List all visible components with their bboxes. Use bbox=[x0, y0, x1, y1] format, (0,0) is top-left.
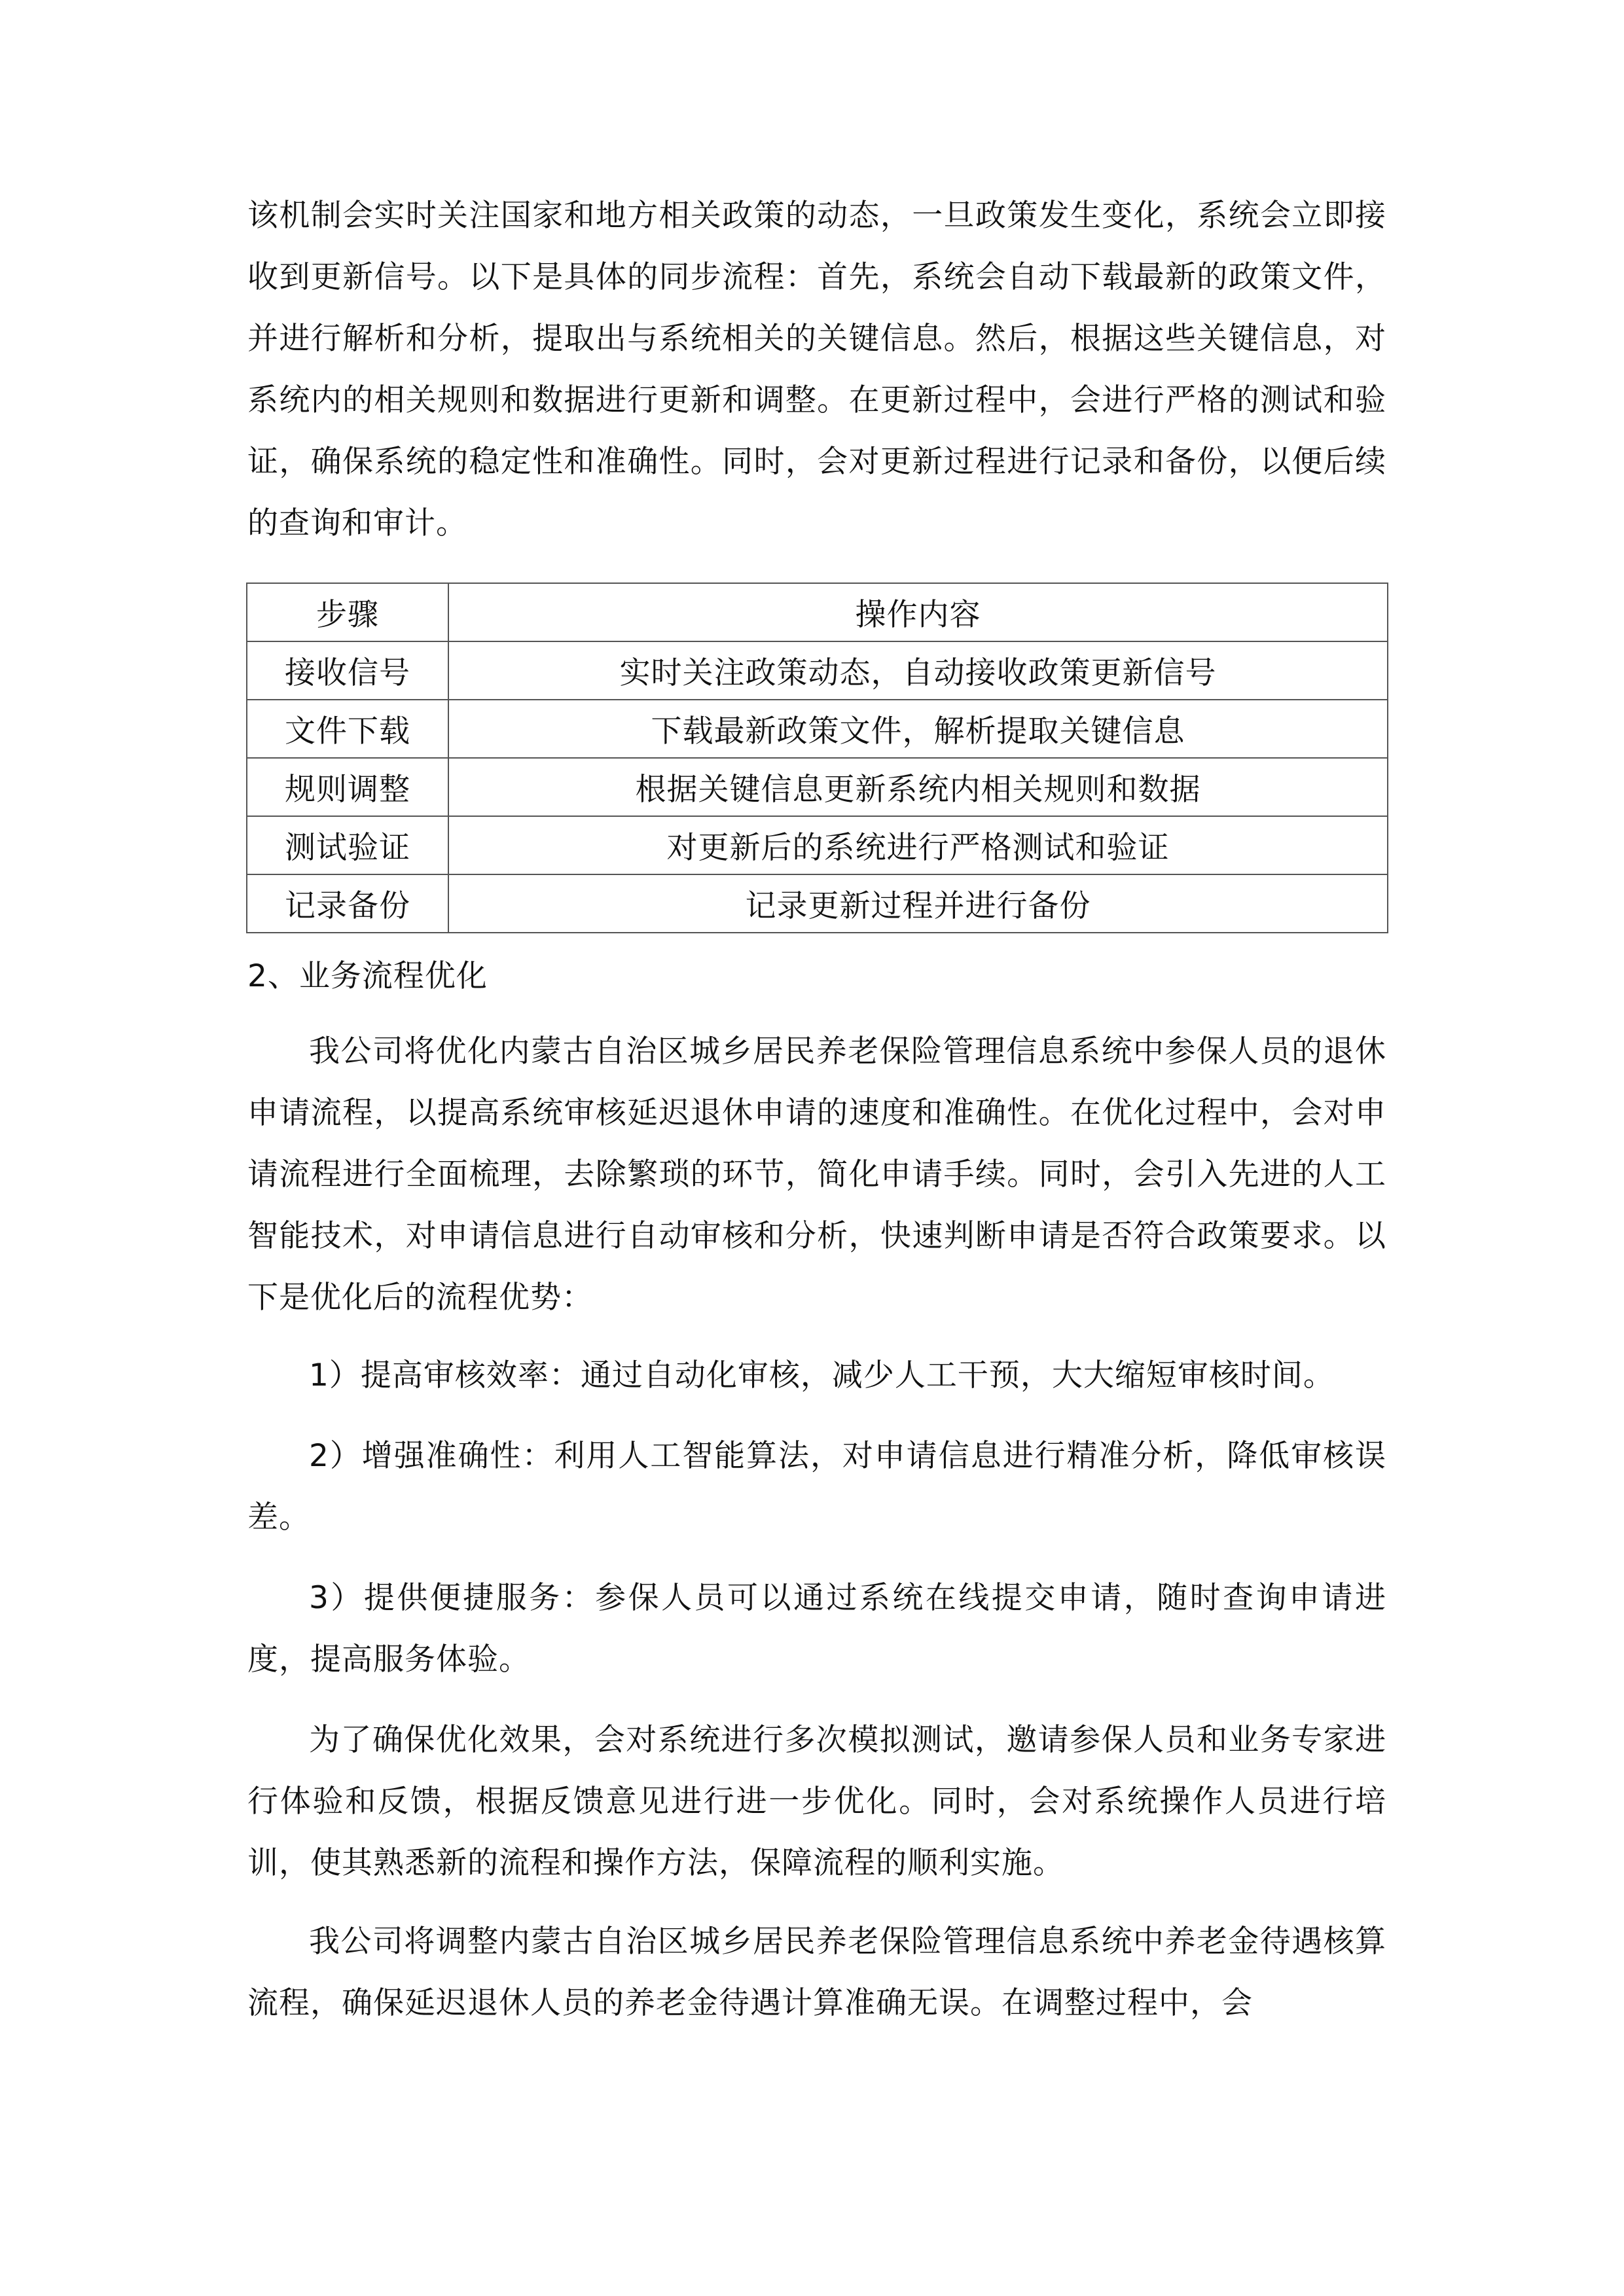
table-cell-content: 下载最新政策文件，解析提取关键信息 bbox=[448, 700, 1388, 758]
table-cell-step: 规则调整 bbox=[247, 758, 448, 816]
table-header-content: 操作内容 bbox=[448, 583, 1388, 641]
table-row bbox=[247, 700, 1388, 758]
body-paragraph: 为了确保优化效果，会对系统进行多次模拟测试，邀请参保人员和业务专家进行体验和反馈，根据反馈意见进行进一步优化。同时，会对系统操作人员进行培训，使其熟悉新的流程和操作方法，保障流程的顺利实施。 bbox=[247, 1722, 1386, 1881]
table-row bbox=[247, 758, 1388, 816]
table-header-row bbox=[247, 583, 1388, 641]
table-cell-content: 记录更新过程并进行备份 bbox=[448, 874, 1388, 933]
table-cell-content: 根据关键信息更新系统内相关规则和数据 bbox=[448, 758, 1388, 816]
list-item: 2）增强准确性：利用人工智能算法，对申请信息进行精准分析，降低审核误差。 bbox=[247, 1438, 1386, 1535]
body-paragraph: 我公司将调整内蒙古自治区城乡居民养老保险管理信息系统中养老金待遇核算流程，确保延迟退休人员的养老金待遇计算准确无误。在调整过程中，会 bbox=[247, 1924, 1386, 2021]
list-item: 1）提高审核效率：通过自动化审核，减少人工干预，大大缩短审核时间。 bbox=[309, 1357, 1335, 1393]
table-cell-step: 记录备份 bbox=[247, 874, 448, 933]
table-row bbox=[247, 874, 1388, 933]
section-heading: 2、业务流程优化 bbox=[247, 958, 488, 994]
table-cell-step: 文件下载 bbox=[247, 700, 448, 758]
list-item: 3）提供便捷服务：参保人员可以通过系统在线提交申请，随时查询申请进度，提高服务体验。 bbox=[247, 1580, 1386, 1677]
table-cell-step: 测试验证 bbox=[247, 816, 448, 874]
table-cell-step: 接收信号 bbox=[247, 641, 448, 700]
table-header-step: 步骤 bbox=[247, 583, 448, 641]
table-row bbox=[247, 816, 1388, 874]
intro-paragraph: 该机制会实时关注国家和地方相关政策的动态，一旦政策发生变化，系统会立即接收到更新信号。以下是具体的同步流程：首先，系统会自动下载最新的政策文件，并进行解析和分析，提取出与系统相关的关键信息。然后，根据这些关键信息，对系统内的相关规则和数据进行更新和调整。在更新过程中，会进行严格的测试和验证，确保系统的稳定性和准确性。同时，会对更新过程进行记录和备份，以便后续的查询和审计。 bbox=[247, 198, 1386, 541]
table-cell-content: 对更新后的系统进行严格测试和验证 bbox=[448, 816, 1388, 874]
table-row bbox=[247, 641, 1388, 700]
table-cell-content: 实时关注政策动态，自动接收政策更新信号 bbox=[448, 641, 1388, 700]
sync-steps-table bbox=[246, 583, 1388, 933]
body-paragraph: 我公司将优化内蒙古自治区城乡居民养老保险管理信息系统中参保人员的退休申请流程，以提高系统审核延迟退休申请的速度和准确性。在优化过程中，会对申请流程进行全面梳理，去除繁琐的环节，简化申请手续。同时，会引入先进的人工智能技术，对申请信息进行自动审核和分析，快速判断申请是否符合政策要求。以下是优化后的流程优势： bbox=[247, 1033, 1386, 1316]
